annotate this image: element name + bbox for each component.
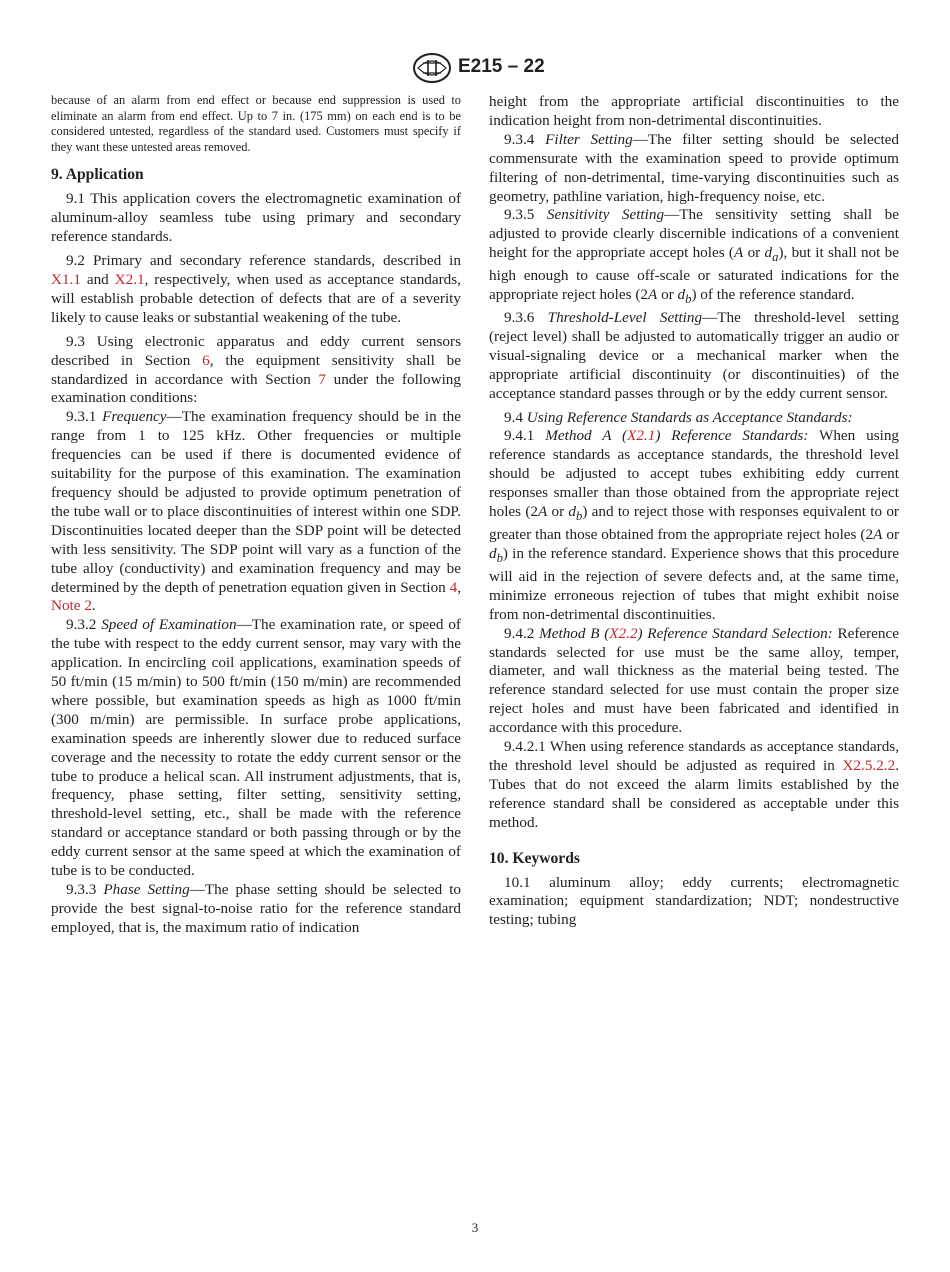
link-section-4[interactable]: 4 xyxy=(449,578,458,596)
left-column xyxy=(51,93,461,938)
paragraph-9-3-2: 9.3.2 Speed of Examination—The examination rate, or speed of the tube with respect to the eddy current sensor, may vary with the application. In encircling coil applications, examination speeds of 50 ft/min (15 m/min) to 500 ft/min (150 m/min) are recommended where possible, but examination speeds as high as 1000 ft/min (300 m/min) are permissible. In surface probe applications, examination speeds are inherently slower due to reduced surface coverage and the necessity to rotate the eddy current sensor or the tube to produce a helical scan. All instrument adjustments, that is, frequency, phase setting, filter setting, sensitivity setting, threshold-level setting, etc., shall be made with the reference standard or acceptance standard or both passing through or by the eddy current sensor at the same speed at which the examination of tube is to be conducted. xyxy=(51,616,461,880)
note-continuation: because of an alarm from end effect or because end suppression is used to eliminate an alarm from end effect. Up to 7 in. (175 mm) on each end is to be considered untested, regardless of the standard used. Customers must specify if they want these untested areas removed. xyxy=(51,93,461,154)
paragraph-9-4: 9.4 Using Reference Standards as Acceptance Standards: xyxy=(504,408,853,426)
link-x2-1[interactable]: X2.1 xyxy=(114,271,145,288)
link-note-2[interactable]: Note 2 xyxy=(51,597,92,615)
paragraph-9-3-5: 9.3.5 Sensitivity Setting—The sensitivity setting shall be adjusted to provide clearly discernible indications of a convenient height for the appropriate accept holes (A or $d_a$), but it shall not be high enough to cause off-scale or saturated indications for the appropriate reject holes (2A or $d_b$) of the reference standard. xyxy=(489,206,900,307)
paragraph-9-4-2: 9.4.2 Method B (X2.2) Reference Standard Selection: Reference standards selected for use must be the same alloy, temper, diameter, and wall thickness as the material being tested. The reference standard selected for use must contain the proper size reject holes and must have been fabricated and identified in accordance with this procedure. xyxy=(489,624,899,737)
paragraph-9-3-4: 9.3.4 Filter Setting—The filter setting should be selected commensurate with the examination speed to provide optimum filtering of non-detrimental, time-varying discontinuities such as geometry, pathline variation, high-frequency noise, etc. xyxy=(489,130,900,205)
paragraph-9-2: 9.2 Primary and secondary reference standards, described in X1.1 and X2.1, respectively, when used as acceptance standards, will establish probable detection of defects that are of a severity likely to cause leaks or substantial weakening of the tube. xyxy=(51,252,461,326)
paragraph-9-3-1: 9.3.1 Frequency—The examination frequency should be in the range from 1 to 125 kHz. Other frequencies or multiple frequencies can be used if there is documented evidence of suitability for the purpose of this examination. The examination frequency should be adjusted to provide optimum penetration of the tube wall or to place discontinuities of interest within one SDP. Discontinuities located deeper than the SDP point will be detected with less sensitivity. The SDP point will vary as a function of the tube alloy (conductivity) and examination frequency and may be determined by the depth of penetration equation given in Section 4, Note 2. xyxy=(51,408,461,615)
paragraph-9-1: 9.1 This application covers the electromagnetic examination of aluminum-alloy seamless tube using primary and secondary reference standards. xyxy=(51,190,461,246)
document-id: E215 – 22 xyxy=(458,56,545,77)
paragraph-10-1: 10.1 aluminum alloy; eddy currents; electromagnetic examination; equipment standardization; NDT; nondestructive testing; tubing xyxy=(489,873,899,929)
right-column xyxy=(489,93,899,930)
link-x2-5-2-2[interactable]: X2.5.2.2 xyxy=(842,756,896,774)
paragraph-9-3-3: 9.3.3 Phase Setting—The phase setting should be selected to provide the best signal-to-noise ratio for the reference standard employed, that is, the maximum ratio of indication xyxy=(51,881,462,936)
page-number: 3 xyxy=(471,1220,479,1235)
paragraph-9-3: 9.3 Using electronic apparatus and eddy current sensors described in Section 6, the equipment sensitivity shall be standardized in accordance with Section 7 under the following examination conditions: xyxy=(51,332,461,407)
page-header xyxy=(0,52,950,86)
link-section-7[interactable]: 7 xyxy=(318,370,326,388)
section-10-heading: 10. Keywords xyxy=(489,849,580,867)
link-x2-1-method-a[interactable]: X2.1 xyxy=(627,427,656,445)
paragraph-9-4-2-1: 9.4.2.1 When using reference standards as acceptance standards, the threshold level should be adjusted as required in X2.5.2.2. Tubes that do not exceed the alarm limits established by the reference standard shall be considered as acceptable under this method. xyxy=(489,738,899,831)
paragraph-9-3-6: 9.3.6 Threshold-Level Setting—The threshold-level setting (reject level) shall be adjusted to automatically trigger an audio or visual-signaling device or a mechanical marker when the appropriate artificial discontinuity (or discontinuities) of the acceptance standard passes through or by the eddy current sensor. xyxy=(489,309,899,402)
link-section-6[interactable]: 6 xyxy=(202,351,210,369)
astm-logo-icon xyxy=(412,52,452,84)
paragraph-9-4-1: 9.4.1 Method A (X2.1) Reference Standards: When using reference standards as acceptance standards, the threshold level should be adjusted to accept tubes exhibiting eddy current responses smaller than those obtained from the appropriate reject holes (2A or $d_b$) and to reject those with responses equivalent to or greater than those obtained from the appropriate reject holes (2A or $d_b$) in the reference standard. Experience shows that this procedure will aid in the rejection of severe defects and, at the same time, minimize erroneous rejection of tubes that might exhibit noise from non-detrimental discontinuities. xyxy=(489,427,900,623)
section-9-heading: 9. Application xyxy=(51,166,144,184)
paragraph-9-3-3-continued: height from the appropriate artificial discontinuities to the indication height from non-detrimental discontinuities. xyxy=(489,93,899,129)
link-x1-1[interactable]: X1.1 xyxy=(51,271,81,288)
link-x2-2[interactable]: X2.2 xyxy=(609,624,638,642)
